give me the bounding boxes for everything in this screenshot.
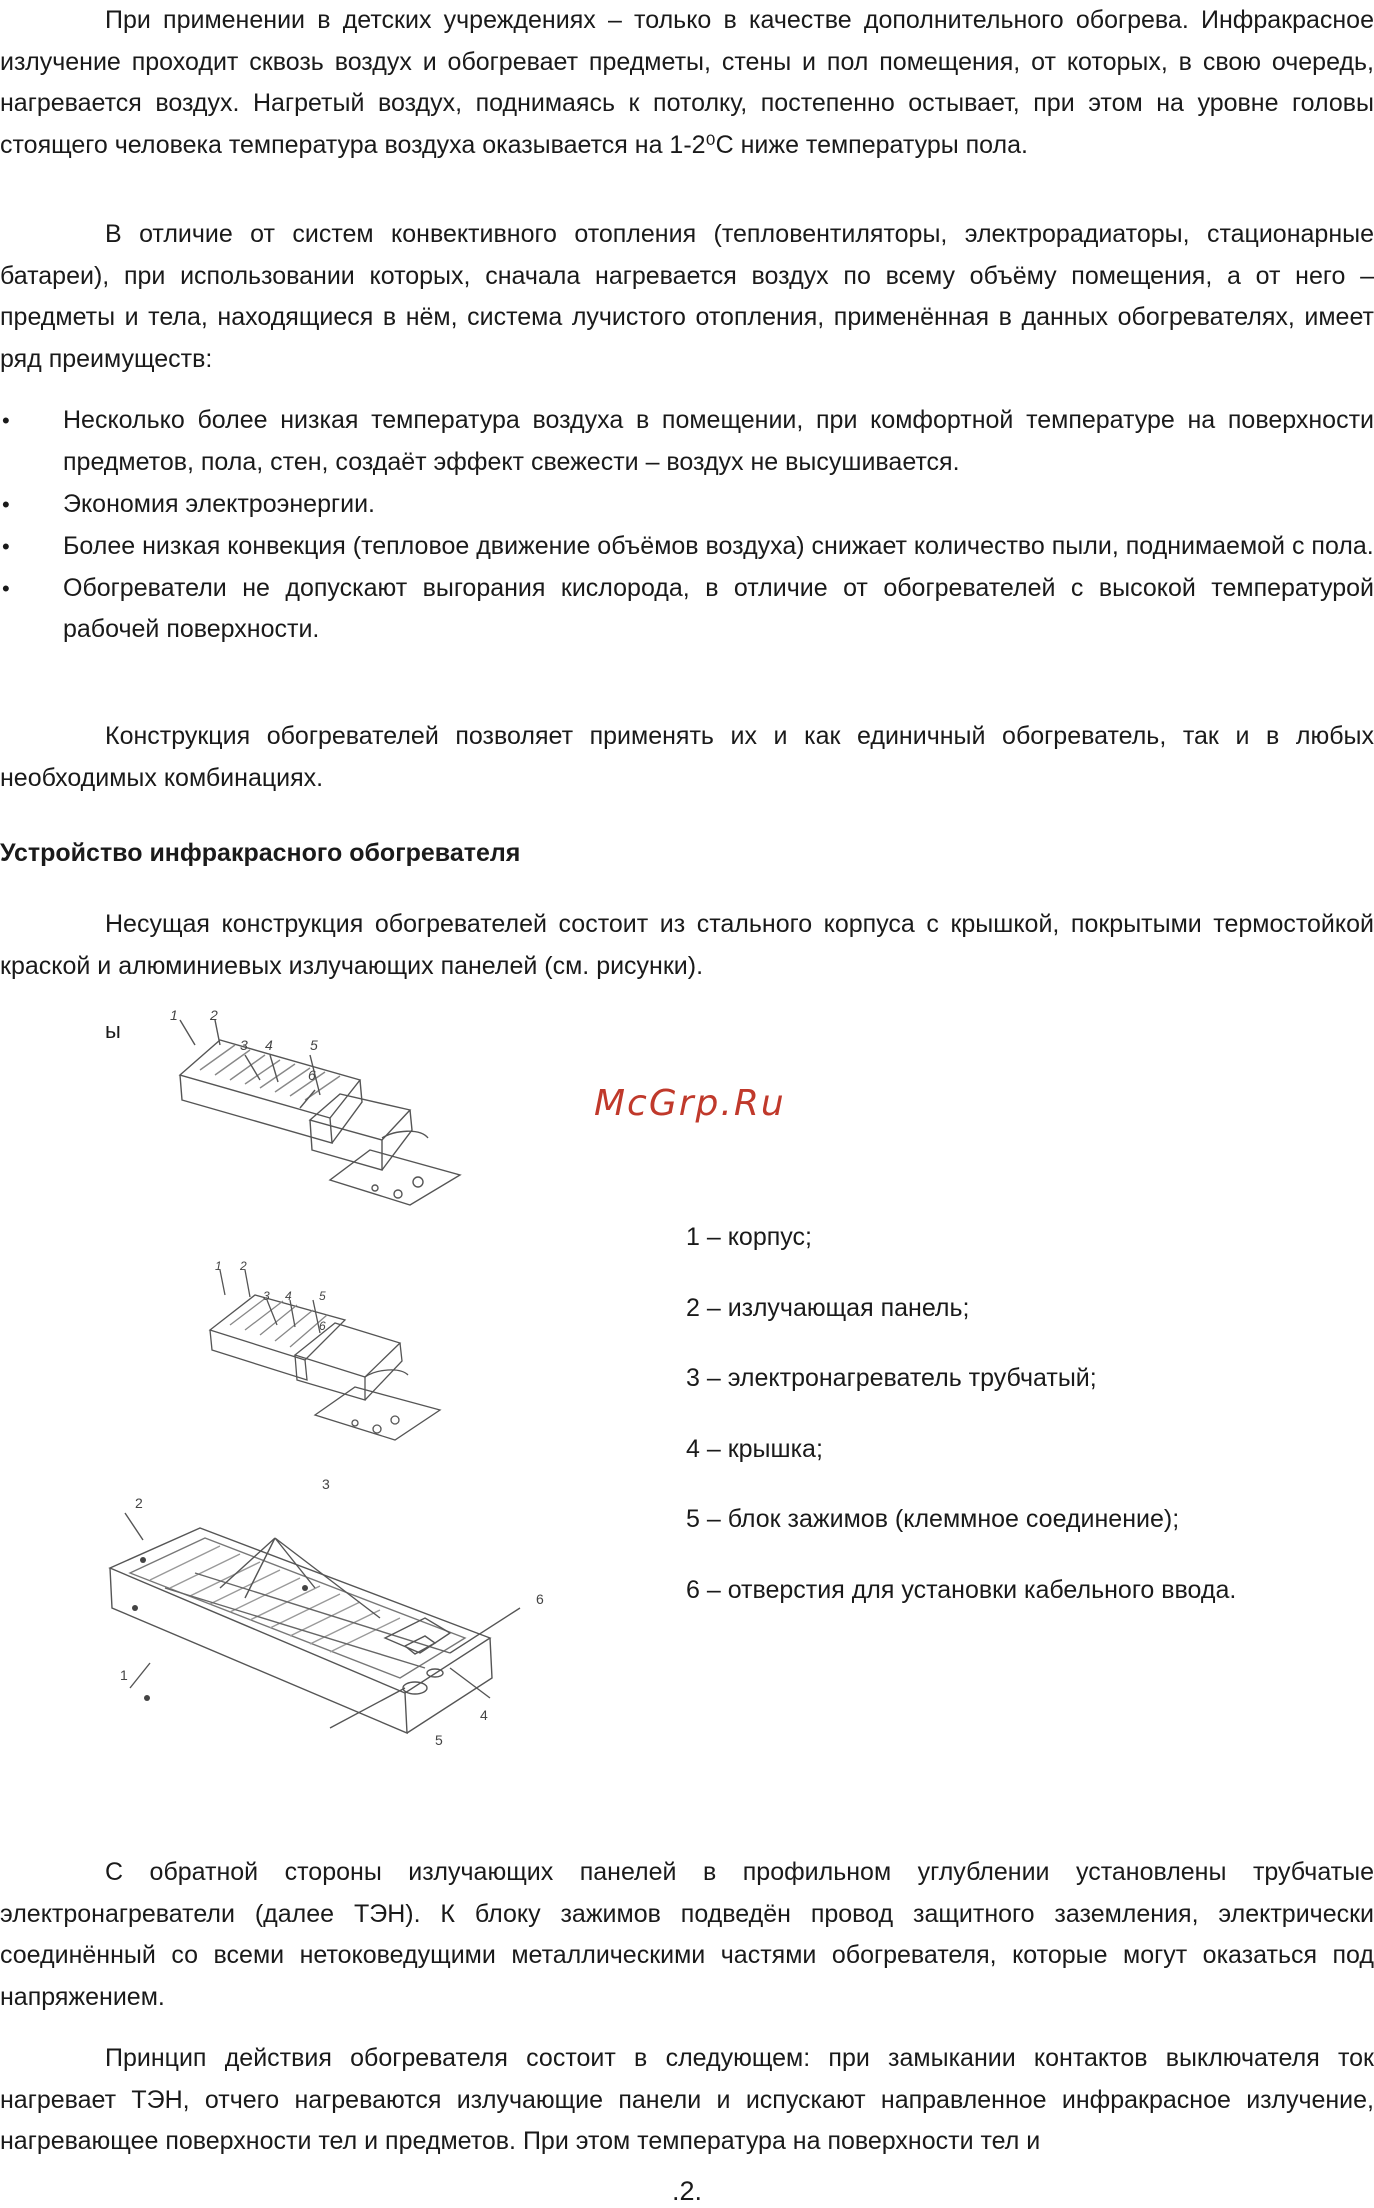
paragraph-heating-elements: С обратной стороны излучающих панелей в профильном углублении установлены трубчатые электронагреватели (далее ТЭН). К блоку зажимов подведён провод защитного заземления, электрически соединённый со всеми нетоковедущими металлическими частями обогревателя, которые могут оказаться под напряжением.: [0, 1858, 1374, 2011]
legend-item: 6 – отверстия для установки кабельного ввода.: [686, 1575, 1237, 1604]
watermark-logo: McGrp.Ru: [594, 1083, 786, 1124]
list-item: [0, 526, 1374, 568]
legend-item: 2 – излучающая панель;: [686, 1293, 970, 1322]
bullet-icon: •: [2, 491, 10, 517]
paragraph-infrared-intro: При применении в детских учреждениях – только в качестве дополнительного обогрева. Инфракрасное излучение проходит сквозь воздух и обогревает предметы, стены и пол помещения, от которых, в свою очередь, нагревается воздух. Нагретый воздух, поднимаясь к потолку, постепенно остывает, при этом на уровне головы стоящего человека температура воздуха оказывается на 1-2⁰С ниже температуры пола.: [0, 6, 1374, 159]
figure-label: 4: [265, 1037, 273, 1053]
figure-label: 5: [319, 1289, 326, 1303]
heater-figure-2: [195, 1255, 455, 1450]
heater-figure-3: [105, 1468, 565, 1753]
paragraph-convective-comparison: В отличие от систем конвективного отопления (тепловентиляторы, электрорадиаторы, стационарные батареи), при использовании которых, сначала нагревается воздух по всему объёму помещения, а от него – предметы и тела, находящиеся в нём, система лучистого отопления, применённая в данных обогревателях, имеет ряд преимуществ:: [0, 220, 1374, 373]
legend-item: 4 – крышка;: [686, 1434, 823, 1463]
bullet-icon: •: [2, 408, 10, 433]
figure-label: 1: [215, 1259, 222, 1273]
figure-legend: [686, 1202, 1366, 1625]
list-item-text: Обогреватели не допускают выгорания кислорода, в отличие от обогревателей с высокой температурой рабочей поверхности.: [63, 573, 1374, 643]
stray-character: ы: [105, 1018, 121, 1043]
figure-label: 6: [308, 1067, 316, 1083]
figure-label: 3: [263, 1289, 270, 1303]
figure-label: 2: [210, 1010, 218, 1023]
bullet-icon: •: [2, 533, 10, 559]
figure-label: 3: [240, 1037, 248, 1053]
paragraph-operating-principle: Принцип действия обогревателя состоит в следующем: при замыкании контактов выключателя ток нагревает ТЭН, отчего нагреваются излучающие панели и испускают направленное инфракрасное излучение, нагревающее поверхности тел и предметов. При этом температура на поверхности тел и: [0, 2044, 1374, 2155]
figure-label: 3: [322, 1476, 330, 1492]
figure-label: 2: [240, 1259, 247, 1273]
list-item: [0, 484, 1374, 526]
bullet-icon: •: [2, 575, 10, 601]
figure-label: 4: [480, 1707, 488, 1723]
figure-label: 6: [536, 1591, 544, 1607]
figure-label: 1: [120, 1667, 128, 1683]
paragraph-combinations: Конструкция обогревателей позволяет применять их и как единичный обогреватель, так и в любых необходимых комбинациях.: [0, 722, 1374, 792]
legend-item: 3 – электронагреватель трубчатый;: [686, 1364, 1097, 1392]
list-item-text: Более низкая конвекция (тепловое движение объёмов воздуха) снижает количество пыли, поднимаемой с пола.: [63, 531, 1374, 560]
list-item-text: Экономия электроэнергии.: [63, 489, 375, 518]
figure-label: 1: [170, 1010, 178, 1023]
figure-label: 6: [319, 1319, 326, 1333]
legend-item: 5 – блок зажимов (клеммное соединение);: [686, 1505, 1180, 1533]
figure-label: 5: [310, 1037, 318, 1053]
section-heading: Устройство инфракрасного обогревателя: [0, 839, 521, 867]
figure-label: 2: [135, 1495, 143, 1511]
heater-figure-1: [160, 1010, 490, 1225]
figure-label: 4: [285, 1289, 292, 1303]
paragraph-construction: Несущая конструкция обогревателей состоит из стального корпуса с крышкой, покрытыми термостойкой краской и алюминиевых излучающих панелей (см. рисунки).: [0, 910, 1374, 980]
list-item: [0, 400, 1374, 483]
figure-label: 5: [435, 1732, 443, 1748]
advantages-list: [0, 400, 1374, 651]
legend-item: 1 – корпус;: [686, 1223, 812, 1251]
list-item-text: Несколько более низкая температура воздуха в помещении, при комфортной температуре на поверхности предметов, пола, стен, создаёт эффект свежести – воздух не высушивается.: [63, 406, 1374, 476]
page-number: .2.: [671, 2176, 703, 2206]
list-item: [0, 568, 1374, 651]
